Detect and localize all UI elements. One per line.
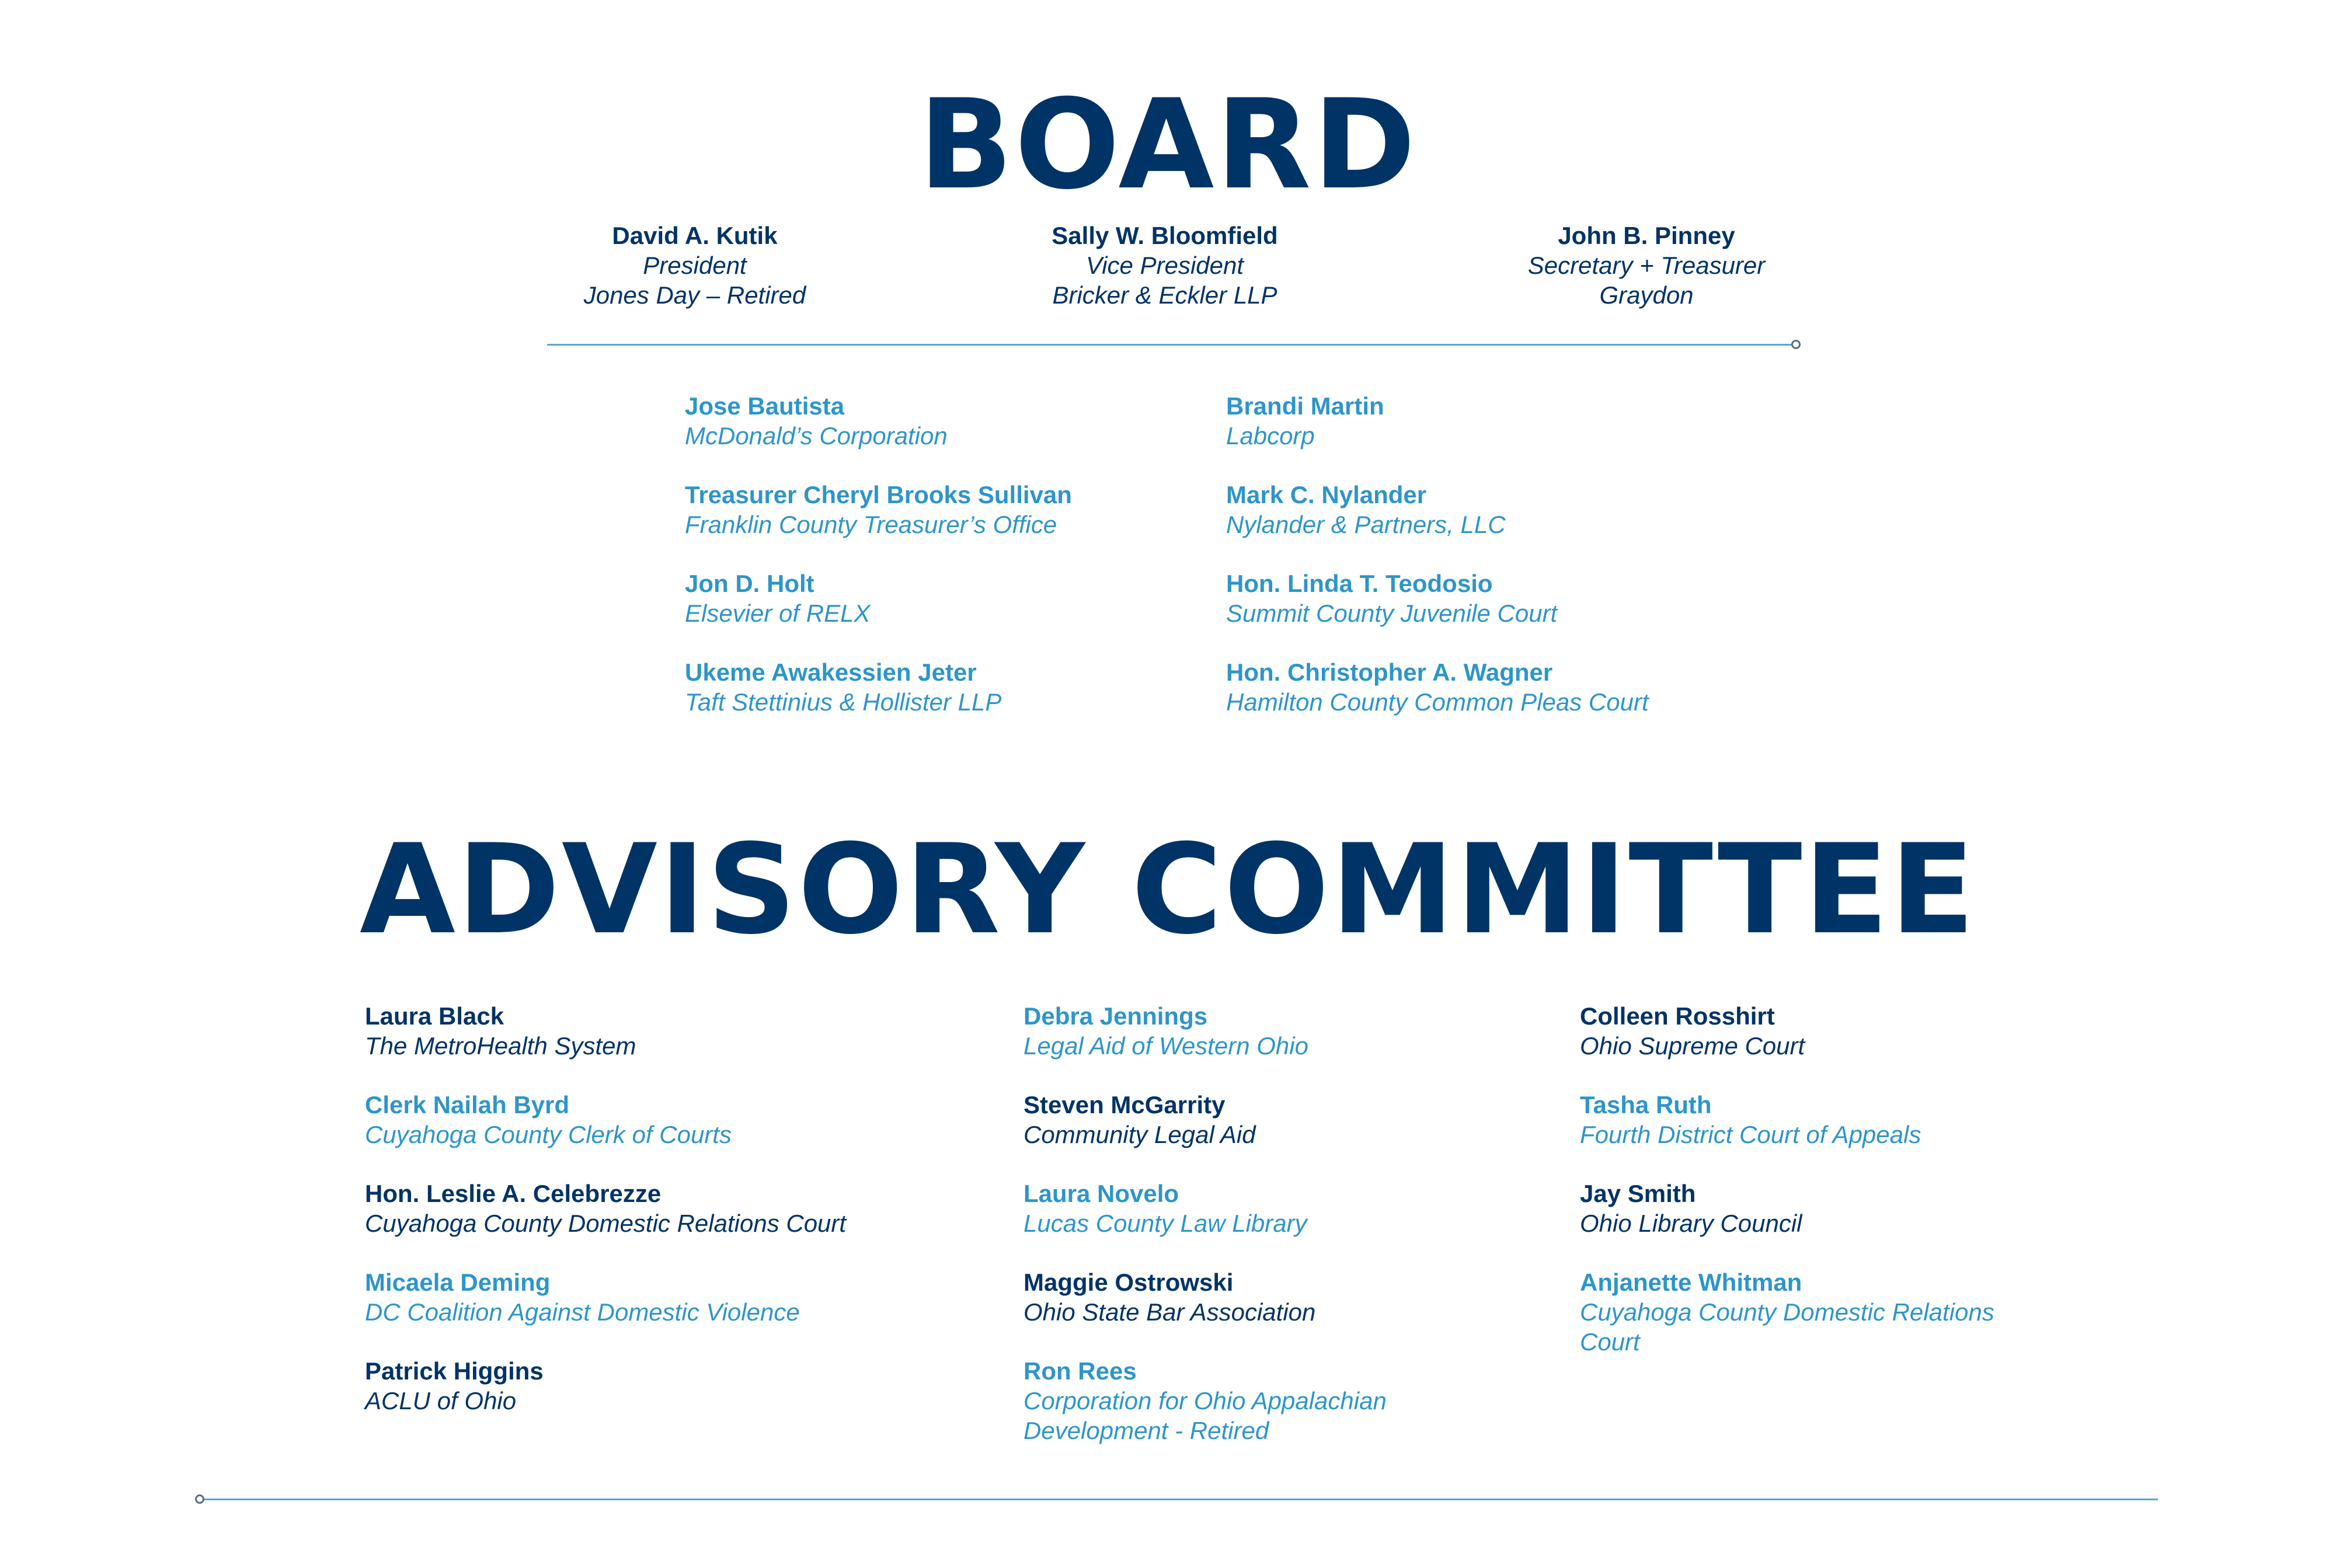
advisory-column-2 xyxy=(1023,1001,1491,1475)
footer-divider-line xyxy=(204,1499,2158,1500)
member-org: Lucas County Law Library xyxy=(1023,1210,1307,1237)
board-member xyxy=(685,657,1210,717)
officer-name: John B. Pinney xyxy=(1558,222,1735,249)
advisory-member xyxy=(365,1356,995,1416)
member-name: Debra Jennings xyxy=(1023,1002,1208,1030)
footer-divider-start-dot xyxy=(195,1494,204,1504)
board-member xyxy=(1226,569,1810,628)
advisory-member xyxy=(1023,1001,1491,1061)
advisory-member xyxy=(1023,1179,1491,1238)
member-org: Taft Stettinius & Hollister LLP xyxy=(685,688,1002,716)
member-name: Treasurer Cheryl Brooks Sullivan xyxy=(685,481,1072,508)
member-org: Franklin County Treasurer’s Office xyxy=(685,511,1057,538)
member-org: The MetroHealth System xyxy=(365,1032,636,1060)
member-org: Ohio Library Council xyxy=(1580,1210,1802,1237)
member-name: Patrick Higgins xyxy=(365,1357,544,1385)
board-member xyxy=(1226,391,1810,451)
member-org: Community Legal Aid xyxy=(1023,1121,1256,1148)
advisory-member xyxy=(1580,1001,2024,1061)
officer-role: Secretary + Treasurer xyxy=(1527,252,1766,279)
advisory-column-3 xyxy=(1580,1001,2024,1386)
officer-role: President xyxy=(643,252,747,279)
member-name: Hon. Linda T. Teodosio xyxy=(1226,570,1493,597)
board-divider-end-dot xyxy=(1791,340,1801,349)
board-member xyxy=(685,391,1210,451)
advisory-committee-heading: ADVISORY COMMITTEE xyxy=(359,817,1977,961)
officer-org: Bricker & Eckler LLP xyxy=(1052,281,1277,309)
member-name: Laura Novelo xyxy=(1023,1180,1179,1207)
member-name: Clerk Nailah Byrd xyxy=(365,1091,570,1118)
board-member xyxy=(1226,480,1810,539)
board-heading: BOARD xyxy=(918,72,1418,217)
board-members-right xyxy=(1226,391,1810,746)
member-org: Legal Aid of Western Ohio xyxy=(1023,1032,1308,1060)
officer-vice-president xyxy=(902,221,1428,310)
member-name: Micaela Deming xyxy=(365,1269,551,1296)
officer-role: Vice President xyxy=(1085,252,1244,279)
advisory-member xyxy=(1023,1267,1491,1327)
advisory-member xyxy=(1023,1356,1491,1445)
member-org: Ohio Supreme Court xyxy=(1580,1032,1805,1060)
officer-president xyxy=(432,221,958,310)
member-name: Ron Rees xyxy=(1023,1357,1137,1385)
advisory-member xyxy=(1580,1090,2024,1149)
advisory-member xyxy=(365,1267,995,1327)
member-org: Ohio State Bar Association xyxy=(1023,1298,1316,1326)
member-org: ACLU of Ohio xyxy=(365,1387,517,1414)
member-org: Hamilton County Common Pleas Court xyxy=(1226,688,1649,716)
member-name: Jon D. Holt xyxy=(685,570,814,597)
board-divider-line xyxy=(547,344,1795,346)
officer-secretary-treasurer xyxy=(1384,221,1909,310)
advisory-member xyxy=(365,1090,995,1149)
officer-org: Graydon xyxy=(1599,281,1694,309)
member-name: Jose Bautista xyxy=(685,392,845,420)
member-org: DC Coalition Against Domestic Violence xyxy=(365,1298,800,1326)
member-name: Brandi Martin xyxy=(1226,392,1384,420)
member-name: Hon. Christopher A. Wagner xyxy=(1226,658,1553,686)
member-org: Cuyahoga County Domestic Relations Court xyxy=(365,1210,847,1237)
member-name: Laura Black xyxy=(365,1002,504,1030)
advisory-column-1 xyxy=(365,1001,995,1445)
member-name: Maggie Ostrowski xyxy=(1023,1269,1234,1296)
member-org: Labcorp xyxy=(1226,422,1315,450)
board-member xyxy=(1226,657,1810,717)
board-member xyxy=(685,569,1210,628)
officer-name: David A. Kutik xyxy=(612,222,778,249)
board-members-left xyxy=(685,391,1210,746)
member-name: Jay Smith xyxy=(1580,1180,1696,1207)
member-org: McDonald’s Corporation xyxy=(685,422,948,450)
member-org: Cuyahoga County Domestic Relations Court xyxy=(1580,1298,1994,1356)
member-name: Tasha Ruth xyxy=(1580,1091,1712,1118)
member-org: Cuyahoga County Clerk of Courts xyxy=(365,1121,732,1148)
member-name: Hon. Leslie A. Celebrezze xyxy=(365,1180,662,1207)
member-org: Fourth District Court of Appeals xyxy=(1580,1121,1921,1148)
advisory-member xyxy=(1580,1179,2024,1238)
officer-name: Sally W. Bloomfield xyxy=(1052,222,1278,249)
member-org: Nylander & Partners, LLC xyxy=(1226,511,1506,538)
member-name: Anjanette Whitman xyxy=(1580,1269,1802,1296)
advisory-member xyxy=(365,1001,995,1061)
advisory-member xyxy=(1580,1267,2024,1357)
member-name: Mark C. Nylander xyxy=(1226,481,1427,508)
member-name: Colleen Rosshirt xyxy=(1580,1002,1775,1030)
member-org: Corporation for Ohio Appalachian Development - Retired xyxy=(1023,1387,1387,1444)
member-name: Steven McGarrity xyxy=(1023,1091,1226,1118)
board-member xyxy=(685,480,1210,539)
member-org: Elsevier of RELX xyxy=(685,600,871,627)
member-name: Ukeme Awakessien Jeter xyxy=(685,658,977,686)
member-org: Summit County Juvenile Court xyxy=(1226,600,1558,627)
advisory-member xyxy=(365,1179,995,1238)
officer-org: Jones Day – Retired xyxy=(583,281,806,309)
advisory-member xyxy=(1023,1090,1491,1149)
